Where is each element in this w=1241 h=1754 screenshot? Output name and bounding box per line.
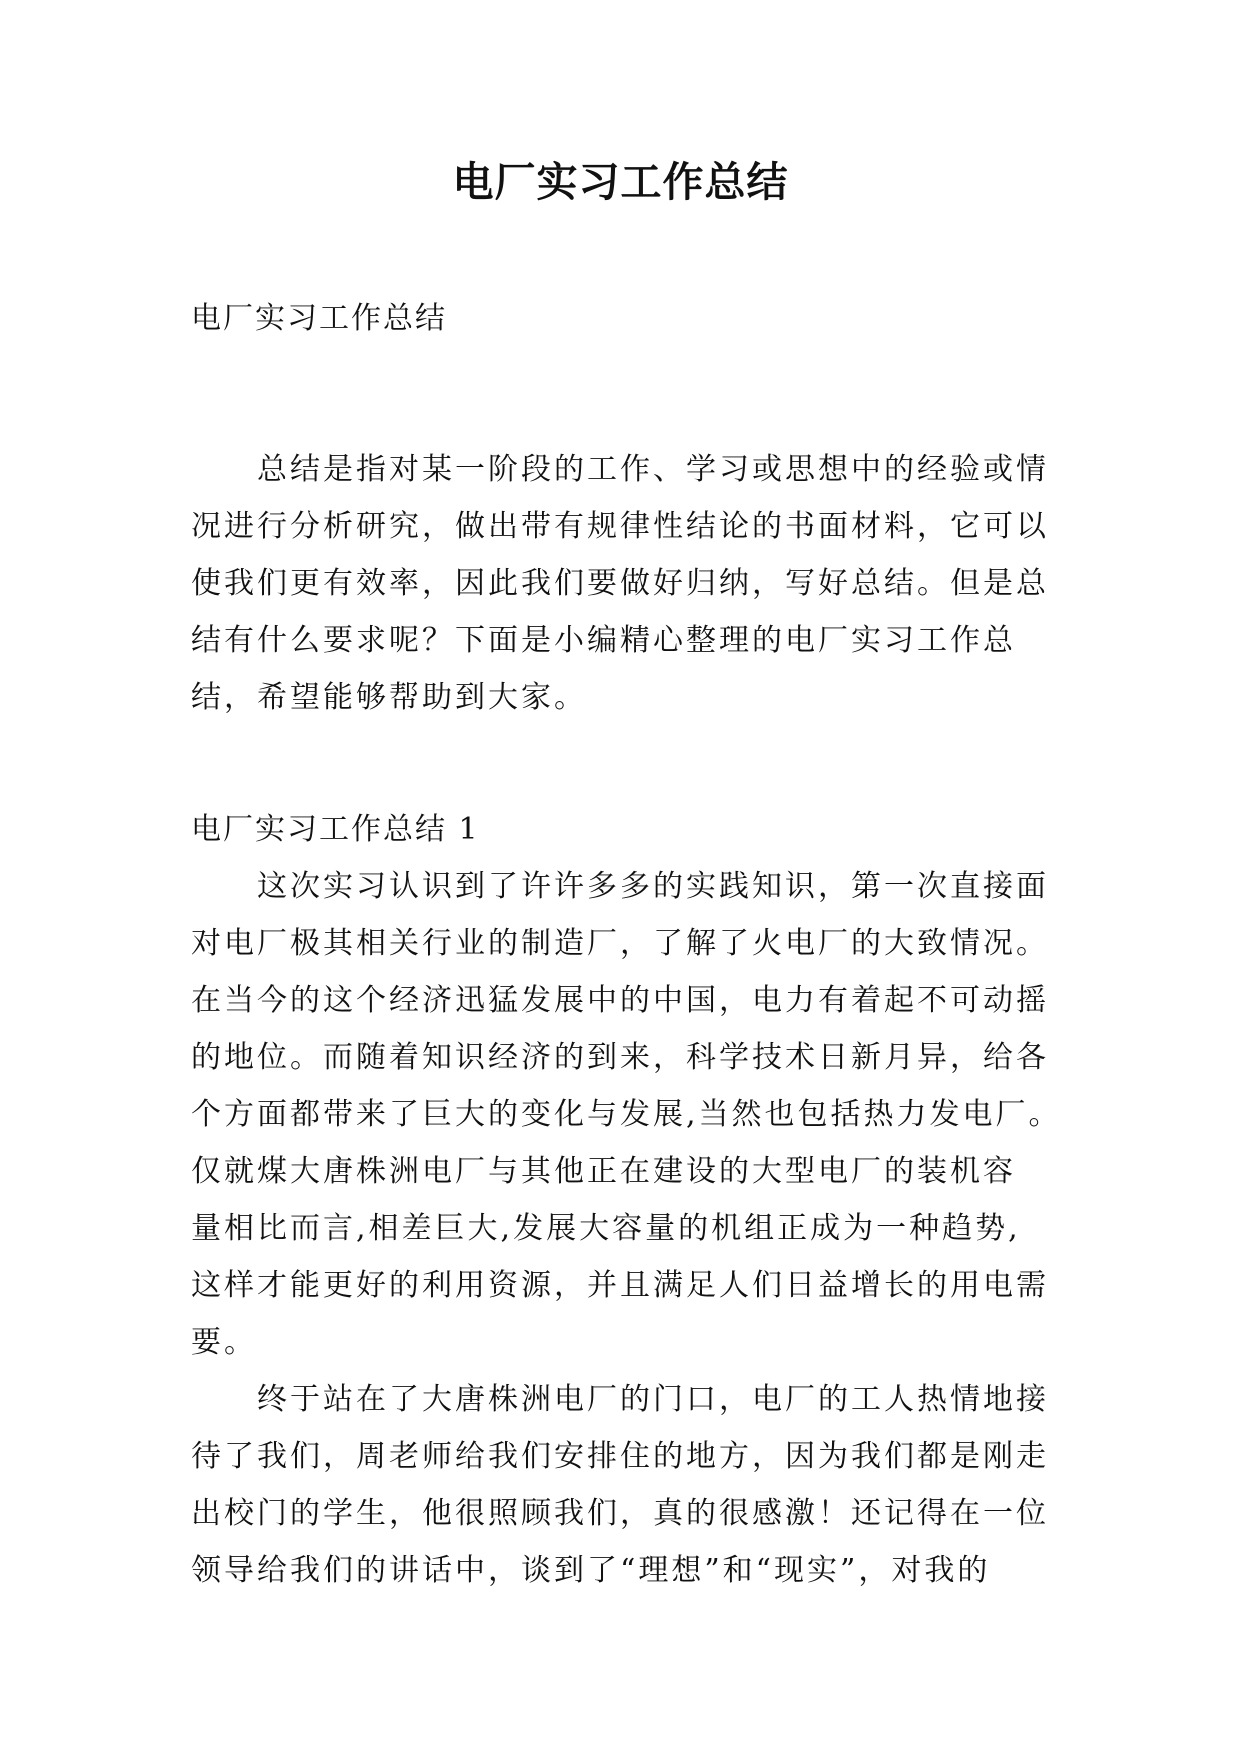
document-subtitle: 电厂实习工作总结 <box>191 301 447 336</box>
paragraph-line: 这样才能更好的利用资源，并且满足人们日益增长的用电需 <box>191 1268 1049 1303</box>
intro-line: 总结是指对某一阶段的工作、学习或思想中的经验或情 <box>257 452 1049 487</box>
intro-line: 结，希望能够帮助到大家。 <box>191 680 587 715</box>
paragraph-line: 的地位。而随着知识经济的到来，科学技术日新月异，给各 <box>191 1040 1049 1075</box>
paragraph-line: 对电厂极其相关行业的制造厂，了解了火电厂的大致情况。 <box>191 926 1049 961</box>
spacer <box>191 783 1071 801</box>
paragraph-line: 量相比而言,相差巨大,发展大容量的机组正成为一种趋势, <box>191 1211 1021 1246</box>
section1-paragraph-2 <box>191 1371 1071 1599</box>
paragraph-line: 这次实习认识到了许许多多的实践知识，第一次直接面 <box>257 869 1049 904</box>
paragraph-line: 终于站在了大唐株洲电厂的门口，电厂的工人热情地接 <box>257 1382 1049 1417</box>
paragraph-line: 仅就煤大唐株洲电厂与其他正在建设的大型电厂的装机容 <box>191 1154 1016 1189</box>
section-heading: 电厂实习工作总结 1 <box>191 812 480 847</box>
spacer <box>191 347 1071 441</box>
paragraph-line: 在当今的这个经济迅猛发展中的中国，电力有着起不可动摇 <box>191 983 1049 1018</box>
document-title: 电厂实习工作总结 <box>452 158 789 206</box>
spacer <box>191 726 1071 783</box>
paragraph-line: 待了我们，周老师给我们安排住的地方，因为我们都是刚走 <box>191 1439 1049 1474</box>
paragraph-line: 个方面都带来了巨大的变化与发展,当然也包括热力发电厂。 <box>191 1097 1062 1132</box>
paragraph-line: 要。 <box>191 1325 257 1360</box>
paragraph-line: 领导给我们的讲话中，谈到了“理想”和“现实”，对我的 <box>191 1553 991 1588</box>
paragraph-line: 出校门的学生，他很照顾我们，真的很感激！还记得在一位 <box>191 1496 1049 1531</box>
intro-line: 使我们更有效率，因此我们要做好归纳，写好总结。但是总 <box>191 566 1049 601</box>
intro-line: 结有什么要求呢？下面是小编精心整理的电厂实习工作总 <box>191 623 1016 658</box>
intro-paragraph <box>191 441 1071 726</box>
section1-paragraph-1 <box>191 858 1071 1371</box>
document-body <box>191 290 1071 1599</box>
intro-line: 况进行分析研究，做出带有规律性结论的书面材料，它可以 <box>191 509 1049 544</box>
